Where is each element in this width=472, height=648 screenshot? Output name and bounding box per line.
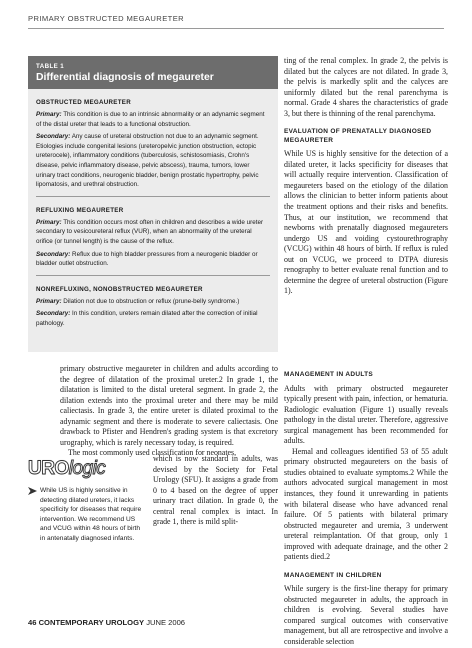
table-number: TABLE 1 [36, 63, 65, 70]
arrow-right-icon [28, 487, 37, 495]
table-divider [36, 196, 270, 197]
table-section-obstructed [28, 99, 278, 190]
table-paragraph [36, 250, 270, 269]
page-footer [28, 618, 185, 627]
pull-quote-text-block [28, 486, 146, 544]
logo-logic: logic [68, 458, 106, 479]
header-rule [28, 28, 444, 29]
running-header: PRIMARY OBSTRUCTED MEGAURETER [28, 14, 185, 23]
table-para-text: This condition is due to an intrinsic abnormality or an adynamic segment of the distal ureter that leads to a functional obstruction. [36, 111, 265, 128]
journal-name: CONTEMPORARY UROLOGY [38, 618, 145, 627]
table-para-lead: Secondary: [36, 133, 71, 141]
wrapped-paragraph [153, 454, 278, 528]
section-heading: MANAGEMENT IN CHILDREN [284, 571, 382, 579]
body-paragraph: While surgery is the first-line therapy for primary obstructed megaureter in adults, the approach in children is evolving. Several studies have compared surgical outcomes with conservative management, but all are retrospective and involve a considerable selection [284, 584, 448, 647]
table-section-refluxing [28, 207, 278, 269]
table-paragraph [36, 110, 270, 129]
table-section-nonrefluxing [28, 286, 278, 329]
body-paragraph: Adults with primary obstructed megaureter typically present with pain, infection, or hematuria. Radiologic evaluation (Figure 1) usually reveals pathology in the distal ureter. Therefore, aggressive surgical management has been recommended for adults. [284, 383, 448, 446]
table-divider [36, 275, 270, 276]
pull-quote [28, 458, 146, 544]
pull-quote-text: While US is highly sensitive in detecting dilated ureters, it lacks specificity for diseases that require intervention. We recommend US and VCUG within 48 hours of birth in antenatally diagnosed infants. [40, 487, 142, 542]
table-1-box [28, 56, 278, 352]
right-column-bottom [284, 362, 448, 648]
body-paragraph: primary obstructive megaureter in children and adults according to the degree of dilatation of the proximal ureter.2 In grade 1, the dilatation is limited to the distal ureteral segment. In grade 2, the dilation extends into the proximal ureter and there may be mild caliectasis. In grade 3, the entire ureter is dilated proximal to the adynamic segment and there is moderate to severe caliectasis. One drawback to Pfister and Hendren's grading system is that excretory urography, which is rarely necessary today, is required. [60, 364, 278, 447]
left-column-bottom [60, 364, 278, 459]
table-paragraph [36, 297, 270, 307]
body-paragraph: ting of the renal complex. In grade 2, the pelvis is dilated but the calyces are not dilated. In grade 3, the pelvis is markedly split and the calyces are uniformly dilated but the renal parenchyma is normal. Grade 4 shares the characteristics of grade 3, but there is thinning of the renal parenchyma. [284, 56, 448, 118]
table-para-lead: Secondary: [36, 310, 71, 318]
urologic-logo [28, 458, 146, 480]
table-para-lead: Primary: [36, 218, 62, 226]
right-column-top [284, 56, 448, 297]
table-paragraph [36, 309, 270, 328]
table-para-lead: Secondary: [36, 250, 71, 258]
table-header [28, 56, 278, 89]
table-title: Differential diagnosis of megaureter [36, 72, 214, 83]
table-para-text: In this condition, ureters remain dilated after the correction of initial pathology. [36, 310, 258, 327]
table-para-lead: Primary: [36, 297, 62, 305]
table-para-text: This condition occurs most often in children and describes a wide ureter secondary to vesicoureteral reflux (VUR), when an abnormality of the ureteral orifice (or tunnel length) is the cause of the reflux. [36, 218, 264, 245]
section-heading: EVALUATION OF PRENATALLY DIAGNOSED MEGAURETER [284, 128, 432, 144]
section-heading: MANAGEMENT IN ADULTS [284, 371, 374, 378]
body-paragraph-start: The most commonly used classification for neonates, [68, 448, 237, 458]
logo-uro: URO [28, 458, 69, 479]
table-para-text: Any cause of ureteral obstruction not due to an adynamic segment. Etiologies include congenital lesions (ureteropelvic junction obstruction, ectopic ureterocele), inflammatory conditions (tuberculosis, schistosomiasis, Crohn's disease, pelvic inflammatory disease, pelvic abscess), trauma, tumors, lower urinary tract conditions, neurogenic bladder, benign prostatic hypertrophy, pelvic lipomatosis, and urethral obstruction. [36, 133, 259, 189]
body-paragraph: While US is highly sensitive for the detection of a dilated ureter, it lacks specificity for diseases that will actually require intervention. Classification of megaureters based on the etiology of the dilation allows the clinician to better inform patients about the treatment options and their risks and benefits. Thus, at our institution, we recommend that newborns with prenatally diagnosed megaureters undergo US and voiding cystourethrography (VCUG) within 48 hours of birth. If reflux is ruled out on VCUG, we proceed to DTPA diuresis renography to better evaluate renal function and to determine the degree of ureteral obstruction (Figure 1). [284, 149, 448, 296]
table-section-title: OBSTRUCTED MEGAURETER [36, 99, 131, 106]
issue-date: JUNE 2006 [146, 618, 186, 627]
table-section-title: REFLUXING MEGAURETER [36, 206, 124, 214]
table-para-text: Dilation not due to obstruction or reflux (prune-belly syndrome.) [61, 297, 240, 305]
table-para-lead: Primary: [36, 111, 62, 118]
table-section-title: NONREFLUXING, NONOBSTRUCTED MEGAURETER [36, 285, 203, 293]
table-paragraph [36, 218, 270, 247]
body-paragraph-continued: which is now standard in adults, was devised by the Society for Fetal Urology (SFU). It assigns a grade from 0 to 4 based on the degree of upper urinary tract dilation. In grade 0, the central renal complex is intact. In grade 1, there is mild split- [153, 454, 278, 527]
page-number: 46 [28, 618, 37, 627]
table-paragraph [36, 132, 270, 190]
table-para-text: Reflux due to high bladder pressures from a neurogenic bladder or bladder outlet obstruction. [36, 250, 258, 268]
body-paragraph: Hemal and colleagues identified 53 of 55 adult primary obstructed megaureters on the basis of studies obtained to evaluate symptoms.2 While the authors advocated surgical management in most instances, they found it unrewarding in patients with bilateral disease who have advanced renal failure. Of 5 patients with bilateral primary obstructed megaureter and uremia, 3 underwent ureteral reimplantation. Of that group, only 1 improved with adequate drainage, and the other 2 patients died.2 [284, 446, 448, 562]
